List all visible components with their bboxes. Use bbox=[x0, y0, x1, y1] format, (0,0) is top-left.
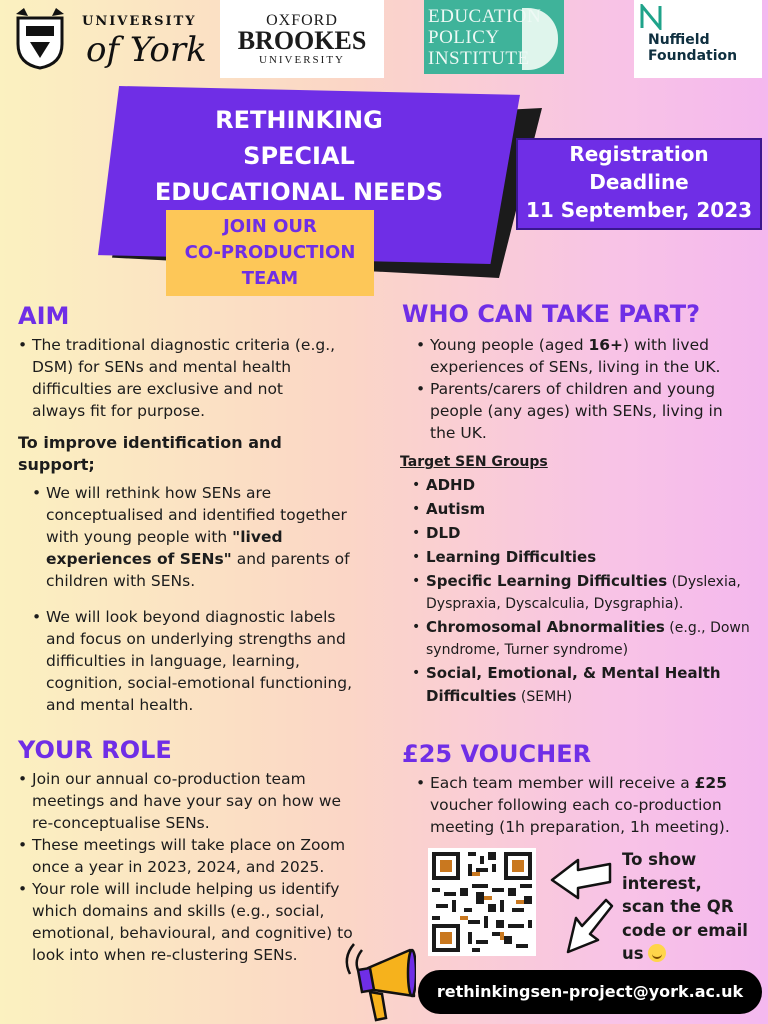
who-heading: WHO CAN TAKE PART? bbox=[402, 300, 701, 328]
target-group-dld-label: DLD bbox=[426, 524, 461, 542]
voucher-point bbox=[416, 772, 752, 838]
target-group-autism-label: Autism bbox=[426, 500, 486, 518]
target-group-autism bbox=[412, 498, 762, 521]
who-point-2: • Parents/carers of children and young people (any ages) with SENs, living in the UK. bbox=[416, 378, 746, 444]
role-heading: YOUR ROLE bbox=[18, 736, 172, 764]
voucher-heading: £25 VOUCHER bbox=[402, 740, 592, 768]
university-crest-icon bbox=[14, 8, 66, 70]
epi-logo bbox=[424, 0, 564, 74]
join-line1: JOIN OUR bbox=[223, 216, 317, 237]
show-line3: scan the QR bbox=[622, 897, 734, 916]
voucher-list bbox=[416, 772, 752, 838]
target-group-ld-label: Learning Difficulties bbox=[426, 548, 597, 566]
aim-point-1-bold: "lived experiences of SENs" bbox=[46, 528, 283, 568]
megaphone-icon bbox=[340, 940, 416, 1024]
nuffield-text bbox=[648, 32, 737, 64]
role-point-1: • Join our annual co-production team meetings and have your say on how we re-conceptualise SENs. bbox=[18, 768, 358, 834]
oxford-line3: UNIVERSITY bbox=[259, 54, 345, 66]
deadline-line1: Registration bbox=[569, 142, 709, 166]
who-p1-bold: 16+ bbox=[588, 336, 624, 354]
york-line2: of York bbox=[86, 30, 207, 70]
target-group-adhd bbox=[412, 474, 762, 497]
target-group-spld-detail: (Dyslexia, Dyspraxia, Dyscalculia, Dysgraphia). bbox=[426, 574, 741, 612]
role-list bbox=[18, 768, 358, 966]
who-p1-post: ) with lived experiences of SENs, living in the UK. bbox=[430, 336, 721, 376]
nuffield-line2: Foundation bbox=[648, 48, 738, 64]
epi-line3: INSTITUTE bbox=[428, 48, 530, 69]
aim-point-1 bbox=[32, 482, 368, 592]
target-group-ld bbox=[412, 546, 762, 569]
deadline-line2: Deadline bbox=[589, 170, 689, 194]
oxford-line1: OXFORD bbox=[266, 12, 338, 29]
show-line2: interest, bbox=[622, 873, 702, 893]
join-line2: CO-PRODUCTION bbox=[184, 242, 356, 263]
target-group-dld bbox=[412, 522, 762, 545]
oxford-line2: BROOKES bbox=[237, 26, 367, 55]
aim-list bbox=[18, 334, 338, 422]
nuffield-logo bbox=[634, 0, 762, 78]
aim-heading: AIM bbox=[18, 302, 70, 330]
who-p1-pre: Young people (aged bbox=[430, 336, 589, 354]
voucher-post: voucher following each co-production meeting (1h preparation, 1h meeting). bbox=[430, 796, 730, 836]
join-line3: TEAM bbox=[241, 268, 299, 289]
target-group-chromosomal-label: Chromosomal Abnormalities bbox=[426, 618, 665, 636]
aim-point-1-post: and parents of children with SENs. bbox=[46, 550, 350, 590]
target-group-adhd-label: ADHD bbox=[426, 476, 476, 494]
voucher-amount: £25 bbox=[694, 774, 727, 792]
deadline-line3: 11 September, 2023 bbox=[525, 198, 753, 222]
target-heading: Target SEN Groups bbox=[400, 454, 548, 470]
target-groups bbox=[412, 474, 762, 709]
target-group-semh-detail: (SEMH) bbox=[516, 689, 573, 705]
target-group-chromosomal bbox=[412, 616, 762, 661]
role-point-3: • Your role will include helping us identify which domains and skills (e.g., social, emotional, behavioural, and cognitive) to look into when re-clustering SENs. bbox=[18, 878, 358, 966]
voucher-pre: Each team member will receive a bbox=[430, 774, 695, 792]
who-list bbox=[416, 334, 746, 444]
aim-points bbox=[32, 482, 368, 716]
deadline-text bbox=[516, 140, 762, 224]
title-line1: RETHINKING bbox=[215, 106, 383, 134]
aim-point-2: • We will look beyond diagnostic labels and focus on underlying strengths and difficulties in language, learning, cognition, social-emotional functioning, and mental health. bbox=[32, 606, 368, 716]
aim-point-1-pre: We will rethink how SENs are conceptualised and identified together with young people with bbox=[46, 484, 347, 546]
title-line2: SPECIAL bbox=[243, 142, 355, 170]
role-point-2: • These meetings will take place on Zoom once a year in 2023, 2024, and 2025. bbox=[18, 834, 358, 878]
show-interest-text bbox=[622, 848, 762, 966]
epi-text bbox=[428, 6, 541, 69]
qr-code-icon bbox=[428, 848, 536, 956]
epi-line2: POLICY bbox=[428, 27, 500, 48]
show-line5-text: us bbox=[622, 944, 644, 963]
nuffield-line1: Nuffield bbox=[648, 32, 710, 48]
target-group-spld-label: Specific Learning Difficulties bbox=[426, 572, 668, 590]
oxford-brookes-logo bbox=[220, 0, 384, 78]
york-logo bbox=[10, 4, 220, 74]
aim-intro: • The traditional diagnostic criteria (e.g., DSM) for SENs and mental health difficulties are exclusive and not always fit for purpose. bbox=[18, 334, 338, 422]
target-group-spld bbox=[412, 570, 762, 615]
nuffield-mark-icon bbox=[640, 4, 662, 30]
smiley-icon bbox=[648, 944, 666, 962]
target-group-semh-label: Social, Emotional, & Mental Health Difficulties bbox=[426, 664, 721, 705]
show-line4: code or email bbox=[622, 920, 748, 940]
who-point-1 bbox=[416, 334, 746, 378]
page-title bbox=[140, 102, 458, 210]
show-line1: To show bbox=[622, 850, 697, 869]
aim-subheading: To improve identification and support; bbox=[18, 433, 282, 474]
arrow-icon bbox=[558, 896, 614, 958]
epi-line1: EDUCATION bbox=[428, 6, 542, 27]
join-text bbox=[166, 214, 374, 292]
qr-code[interactable] bbox=[428, 848, 536, 956]
target-group-chromosomal-detail: (e.g., Down syndrome, Turner syndrome) bbox=[426, 620, 750, 658]
contact-email[interactable]: rethinkingsen-project@york.ac.uk bbox=[436, 982, 744, 1001]
york-line1: UNIVERSITY bbox=[82, 14, 197, 29]
show-line5 bbox=[622, 942, 762, 966]
target-group-semh bbox=[412, 662, 762, 708]
title-line3: EDUCATIONAL NEEDS bbox=[154, 178, 444, 206]
